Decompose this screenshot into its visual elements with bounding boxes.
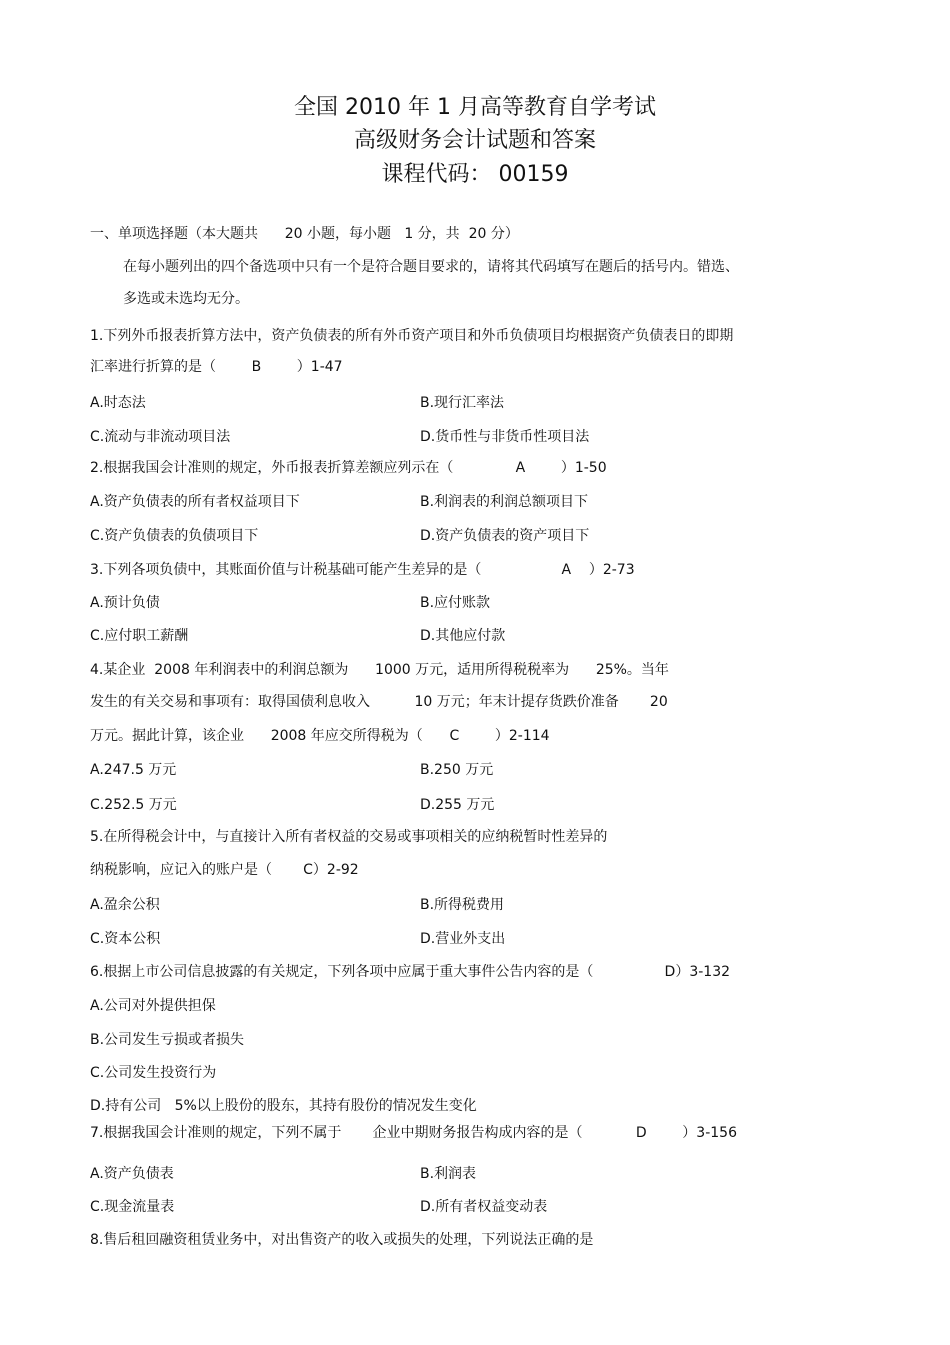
question-3-option-b: B.应付账款 xyxy=(420,595,491,611)
question-6-option-b: B.公司发生亏损或者损失 xyxy=(90,1032,245,1048)
question-7-option-b: B.利润表 xyxy=(420,1166,477,1182)
question-6-option-d: D.持有公司 5%以上股份的股东，其持有股份的情况发生变化 xyxy=(90,1098,477,1114)
question-3-line-1: 3.下列各项负债中，其账面价值与计税基础可能产生差异的是（ A ）2-73 xyxy=(90,562,635,578)
instruction-line-1: 在每小题列出的四个备选项中只有一个是符合题目要求的，请将其代码填写在题后的括号内。错选、 xyxy=(123,259,739,275)
question-6-line-1: 6.根据上市公司信息披露的有关规定，下列各项中应属于重大事件公告内容的是（ D）3-132 xyxy=(90,964,731,980)
question-7-line-1: 7.根据我国会计准则的规定，下列不属于 企业中期财务报告构成内容的是（ D ）3-156 xyxy=(90,1125,737,1141)
question-1-line-2: 汇率进行折算的是（ B ）1-47 xyxy=(90,359,343,375)
question-1-option-c: C.流动与非流动项目法 xyxy=(90,429,231,445)
exam-title-line1: 全国 2010 年 1 月高等教育自学考试 xyxy=(294,95,656,120)
question-5-line-2: 纳税影响，应记入的账户是（ C）2-92 xyxy=(90,862,359,878)
question-6-option-a: A.公司对外提供担保 xyxy=(90,998,216,1014)
question-4-line-2: 发生的有关交易和事项有：取得国债利息收入 10 万元；年末计提存货跌价准备 20 xyxy=(90,694,668,710)
question-5-option-a: A.盈余公积 xyxy=(90,897,160,913)
question-5-line-1: 5.在所得税会计中，与直接计入所有者权益的交易或事项相关的应纳税暂时性差异的 xyxy=(90,829,608,845)
instruction-line-2: 多选或未选均无分。 xyxy=(123,291,249,307)
question-3-option-c: C.应付职工薪酬 xyxy=(90,628,189,644)
exam-title-line2: 高级财务会计试题和答案 xyxy=(353,128,596,153)
question-8-line-1: 8.售后租回融资租赁业务中，对出售资产的收入或损失的处理，下列说法正确的是 xyxy=(90,1232,594,1248)
question-4-option-a: A.247.5 万元 xyxy=(90,762,177,778)
course-code: 课程代码： 00159 xyxy=(381,162,569,187)
question-7-option-d: D.所有者权益变动表 xyxy=(420,1199,548,1215)
question-7-option-a: A.资产负债表 xyxy=(90,1166,174,1182)
section-heading: 一、单项选择题（本大题共 20 小题，每小题 1 分，共 20 分） xyxy=(90,226,519,242)
question-6-option-c: C.公司发生投资行为 xyxy=(90,1065,217,1081)
question-3-option-a: A.预计负债 xyxy=(90,595,160,611)
question-4-option-b: B.250 万元 xyxy=(420,762,494,778)
question-4-line-1: 4.某企业 2008 年利润表中的利润总额为 1000 万元，适用所得税税率为 25%。当年 xyxy=(90,662,669,678)
question-7-option-c: C.现金流量表 xyxy=(90,1199,175,1215)
question-2-option-a: A.资产负债表的所有者权益项目下 xyxy=(90,494,300,510)
question-3-option-d: D.其他应付款 xyxy=(420,628,506,644)
question-4-option-d: D.255 万元 xyxy=(420,797,495,813)
question-2-line-1: 2.根据我国会计准则的规定，外币报表折算差额应列示在（ A ）1-50 xyxy=(90,460,607,476)
question-1-option-d: D.货币性与非货币性项目法 xyxy=(420,429,590,445)
question-5-option-c: C.资本公积 xyxy=(90,931,161,947)
question-1-option-a: A.时态法 xyxy=(90,395,146,411)
question-2-option-c: C.资产负债表的负债项目下 xyxy=(90,528,259,544)
question-2-option-b: B.利润表的利润总额项目下 xyxy=(420,494,589,510)
question-2-option-d: D.资产负债表的资产项目下 xyxy=(420,528,590,544)
question-5-option-b: B.所得税费用 xyxy=(420,897,505,913)
question-1-option-b: B.现行汇率法 xyxy=(420,395,505,411)
question-5-option-d: D.营业外支出 xyxy=(420,931,506,947)
question-4-option-c: C.252.5 万元 xyxy=(90,797,177,813)
question-4-line-3: 万元。据此计算，该企业 2008 年应交所得税为（ C ）2-114 xyxy=(90,728,550,744)
question-1-line-1: 1.下列外币报表折算方法中，资产负债表的所有外币资产项目和外币负债项目均根据资产负债表日的即期 xyxy=(90,328,734,344)
